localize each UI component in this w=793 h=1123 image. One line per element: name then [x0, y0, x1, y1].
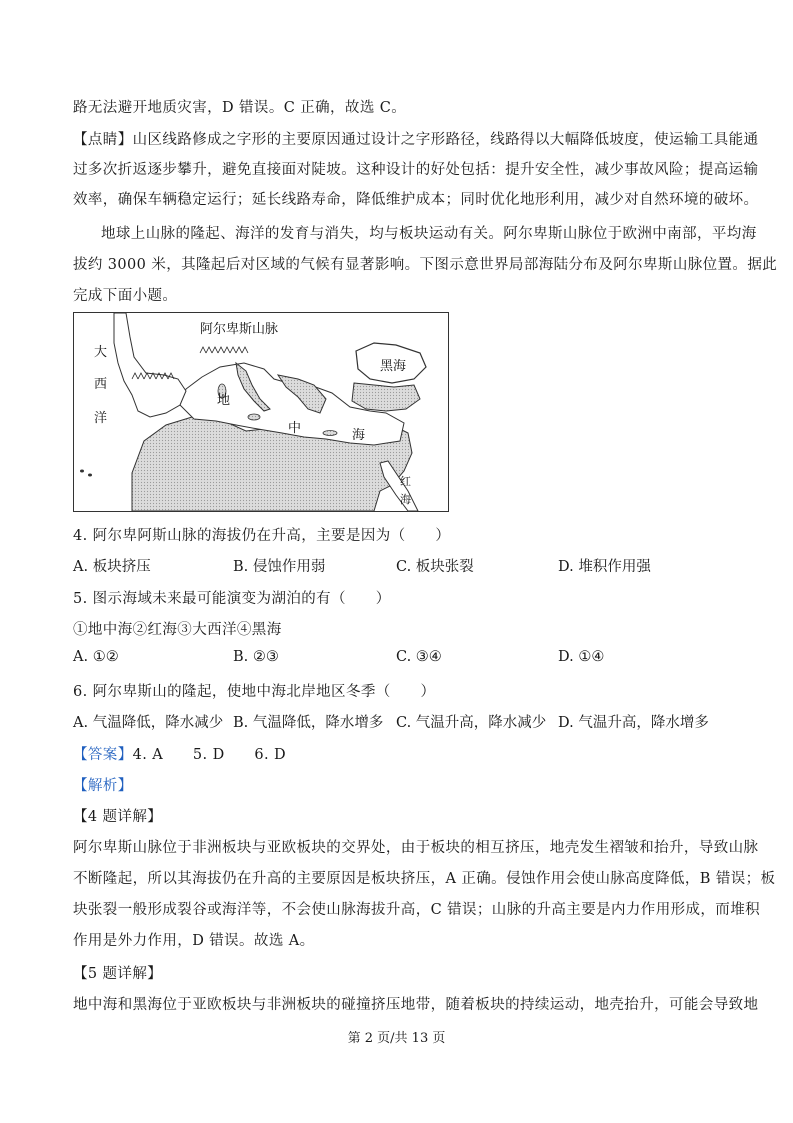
- q6-option-c: C. 气温升高，降水减少: [396, 715, 547, 731]
- crete: [323, 431, 337, 436]
- q4-explain-line-4: 作用是外力作用，D 错误。故选 A。: [73, 933, 315, 949]
- map-label-black-sea: 黑海: [380, 359, 407, 374]
- canary-island: [80, 470, 84, 473]
- answer-line: [73, 743, 286, 764]
- q5-explain-tag: 【5 题详解】: [73, 966, 163, 982]
- map-label-med-3: 海: [352, 428, 366, 443]
- anatolia: [352, 383, 420, 411]
- q4-option-a: A. 板块挤压: [73, 559, 151, 575]
- iberia-coast: [114, 313, 186, 417]
- canary-island: [88, 474, 92, 477]
- map-label-atlantic-2: 西: [94, 377, 108, 392]
- q6-option-d: D. 气温升高，降水增多: [558, 715, 709, 731]
- dianjing-line-2: 过多次折返逐步攀升，避免直接面对陡坡。这种设计的好处包括：提升安全性，减少事故风险；提高运输: [73, 162, 759, 178]
- q4-option-c: C. 板块张裂: [396, 559, 474, 575]
- q4-explain-tag: 【4 题详解】: [73, 809, 163, 825]
- dianjing-tag: 【点睛】: [73, 132, 133, 148]
- map-label-red-sea-2: 海: [400, 493, 411, 506]
- page-footer: 第 2 页/共 13 页: [347, 1031, 446, 1046]
- q5-stem: 5. 图示海域未来最可能演变为湖泊的有（ ）: [73, 591, 391, 607]
- q4-stem: 4. 阿尔卑阿斯山脉的海拔仍在升高，主要是因为（ ）: [73, 528, 451, 544]
- answer-text: 4. A 5. D 6. D: [132, 747, 287, 763]
- map-label-med-2: 中: [288, 421, 302, 436]
- q5-option-c: C. ③④: [396, 649, 442, 665]
- map-title-alps: 阿尔卑斯山脉: [200, 322, 279, 337]
- q6-stem: 6. 阿尔卑斯山的隆起，使地中海北岸地区冬季（ ）: [73, 684, 436, 700]
- q5-option-a: A. ①②: [73, 649, 119, 665]
- q4-explain-line-1: 阿尔卑斯山脉位于非洲板块与亚欧板块的交界处，由于板块的相互挤压，地壳发生褶皱和抬升，导致山脉: [73, 840, 759, 856]
- passage-line-1: 地球上山脉的隆起、海洋的发育与消失，均与板块运动有关。阿尔卑斯山脉位于欧洲中南部，平均海: [101, 226, 757, 242]
- intro-line: 路无法避开地质灾害，D 错误。C 正确，故选 C。: [73, 100, 407, 116]
- dianjing-line-1: [73, 128, 758, 149]
- map-drawing: [74, 313, 448, 511]
- sicily: [248, 414, 260, 420]
- analysis-tag: 【解析】: [73, 778, 133, 794]
- dianjing-line-3: 效率，确保车辆稳定运行；延长线路寿命，降低维护成本；同时优化地形利用，减少对自然环境的破坏。: [73, 192, 759, 208]
- q4-option-b: B. 侵蚀作用弱: [233, 559, 326, 575]
- q5-items: ①地中海②红海③大西洋④黑海: [73, 622, 282, 638]
- passage-line-2: 拔约 3000 米，其隆起后对区域的气候有显著影响。下图示意世界局部海陆分布及阿尔卑斯山脉位置。据此: [73, 257, 778, 273]
- map-label-med-1: 地: [217, 393, 231, 408]
- q5-option-b: B. ②③: [233, 649, 279, 665]
- passage-line-3: 完成下面小题。: [73, 288, 178, 304]
- dianjing-text-1: 山区线路修成之字形的主要原因通过设计之字形路径，线路得以大幅降低坡度，使运输工具能通: [132, 132, 759, 148]
- map-label-atlantic-1: 大: [94, 345, 108, 360]
- q4-option-d: D. 堆积作用强: [558, 559, 651, 575]
- mediterranean-map: [73, 312, 449, 512]
- answer-tag: 【答案】: [73, 747, 133, 763]
- map-label-red-sea-1: 红: [400, 475, 411, 488]
- q5-option-d: D. ①④: [558, 649, 605, 665]
- q6-option-a: A. 气温降低，降水减少: [73, 715, 224, 731]
- q5-explain-line-1: 地中海和黑海位于亚欧板块与非洲板块的碰撞挤压地带，随着板块的持续运动，地壳抬升，可能会导致地: [73, 997, 759, 1013]
- map-label-atlantic-3: 洋: [94, 411, 108, 426]
- q6-option-b: B. 气温降低，降水增多: [233, 715, 384, 731]
- q4-explain-line-3: 块张裂一般形成裂谷或海洋等，不会使山脉海拔升高，C 错误；山脉的升高主要是内力作用形成，而堆积: [73, 902, 760, 918]
- q4-explain-line-2: 不断隆起，所以其海拔仍在升高的主要原因是板块挤压，A 正确。侵蚀作用会使山脉高度降低，B 错误；板: [73, 871, 776, 887]
